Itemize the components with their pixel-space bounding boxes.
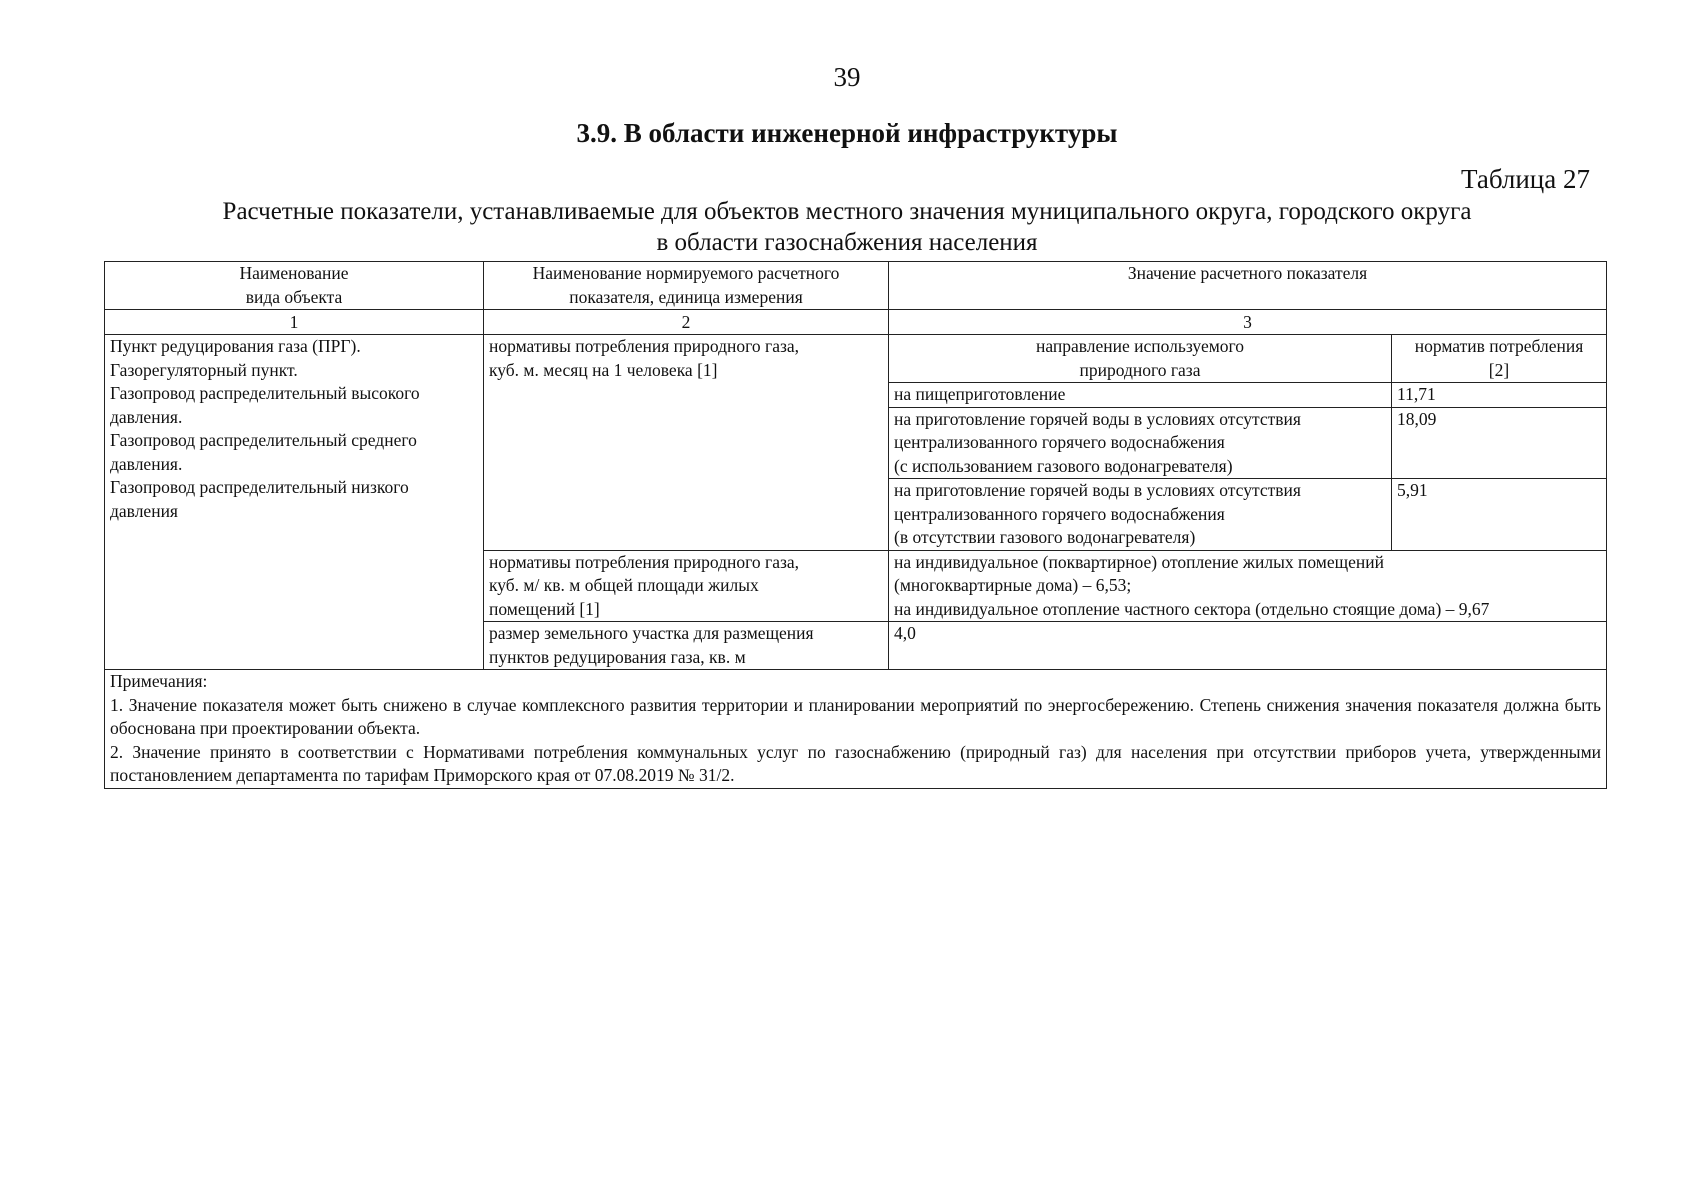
direction-cell	[889, 479, 1392, 551]
object-line: Газопровод распределительный высокого	[110, 383, 420, 403]
subheader-direction	[889, 335, 1392, 383]
norm-value-cell: 5,91	[1392, 479, 1607, 551]
object-line: Газопровод распределительный среднего	[110, 430, 417, 450]
direction-line: (с использованием газового водонагревателя)	[894, 455, 1233, 476]
header-line: показателя, единица измерения	[569, 286, 803, 307]
subheader-line: [2]	[1488, 359, 1510, 380]
caption-line: Расчетные показатели, устанавливаемые для объектов местного значения муниципального округа, городского округа	[222, 198, 1472, 225]
column-number-row	[105, 310, 1607, 335]
indicator-line: нормативы потребления природного газа,	[489, 551, 800, 572]
header-indicator	[484, 262, 889, 310]
indicator-cell-2	[484, 550, 889, 622]
object-line: Пункт редуцирования газа (ПРГ).	[110, 336, 361, 356]
header-line: Наименование нормируемого расчетного	[532, 263, 840, 283]
notes-row	[105, 670, 1607, 789]
direction-line: централизованного горячего водоснабжения	[894, 503, 1225, 524]
indicator-line: пунктов редуцирования газа, кв. м	[489, 646, 746, 667]
column-number: 2	[484, 310, 889, 335]
table-caption	[100, 196, 1594, 258]
subheader-line: природного газа	[1079, 359, 1201, 380]
indicator-line: куб. м. месяц на 1 человека [1]	[489, 359, 718, 380]
indicator-cell-3	[484, 622, 889, 670]
table-label: Таблица 27	[1461, 164, 1590, 194]
page-number: 39	[833, 62, 861, 92]
norm-value-cell: 18,09	[1392, 407, 1607, 479]
object-line: давления.	[110, 406, 183, 427]
header-value: Значение расчетного показателя	[889, 262, 1607, 310]
table-row	[105, 335, 1607, 383]
value-line: на индивидуальное отопление частного сектора (отдельно стоящие дома) – 9,67	[894, 598, 1490, 619]
object-line: давления.	[110, 453, 183, 474]
direction-line: на приготовление горячей воды в условиях отсутствия	[894, 480, 1301, 500]
caption-line: в области газоснабжения населения	[656, 229, 1038, 256]
direction-cell	[889, 407, 1392, 479]
section-title: 3.9. В области инженерной инфраструктуры	[576, 118, 1118, 148]
indicator-line: куб. м/ кв. м общей площади жилых	[489, 575, 759, 595]
table-header-row	[105, 262, 1607, 310]
value-line: (многоквартирные дома) – 6,53;	[894, 575, 1132, 595]
value-cell-2	[889, 550, 1607, 622]
object-type-cell	[105, 335, 484, 670]
indicator-cell-1	[484, 335, 889, 551]
header-line: Наименование	[239, 263, 349, 283]
direction-cell	[889, 383, 1392, 408]
notes-cell	[105, 670, 1607, 789]
direction-line: централизованного горячего водоснабжения	[894, 432, 1225, 452]
indicator-line: помещений [1]	[489, 598, 600, 619]
subheader-norm	[1392, 335, 1607, 383]
direction-line: на пищеприготовление	[894, 384, 1066, 404]
direction-line: (в отсутствии газового водонагревателя)	[894, 527, 1196, 547]
notes-title: Примечания:	[110, 671, 208, 691]
column-number: 1	[105, 310, 484, 335]
header-line: вида объекта	[245, 286, 343, 307]
indicator-line: размер земельного участка для размещения	[489, 623, 814, 643]
indicators-table	[104, 261, 1607, 789]
object-line: давления	[110, 500, 178, 521]
object-line: Газопровод распределительный низкого	[110, 477, 409, 497]
note-item: 2. Значение принято в соответствии с Нормативами потребления коммунальных услуг по газоснабжению (природный газ) для населения при отсутствии приборов учета, утвержденными постановлением департамента по тарифам Приморского края от 07.08.2019 № 31/2.	[110, 741, 1602, 785]
column-number: 3	[889, 310, 1607, 335]
norm-value-cell: 11,71	[1392, 383, 1607, 408]
value-line: на индивидуальное (поквартирное) отопление жилых помещений	[894, 551, 1384, 572]
object-line: Газорегуляторный пункт.	[110, 359, 298, 380]
subheader-line: направление используемого	[1035, 336, 1245, 356]
value-cell-3: 4,0	[889, 622, 1607, 670]
indicator-line: нормативы потребления природного газа,	[489, 336, 800, 356]
note-item: 1. Значение показателя может быть снижено в случае комплексного развития территории и планировании мероприятий по энергосбережению. Степень снижения значения показателя должна быть обоснована при проектировании объекта.	[110, 694, 1602, 738]
direction-line: на приготовление горячей воды в условиях отсутствия	[894, 408, 1301, 429]
header-object-type	[105, 262, 484, 310]
subheader-line: норматив потребления	[1414, 336, 1584, 356]
